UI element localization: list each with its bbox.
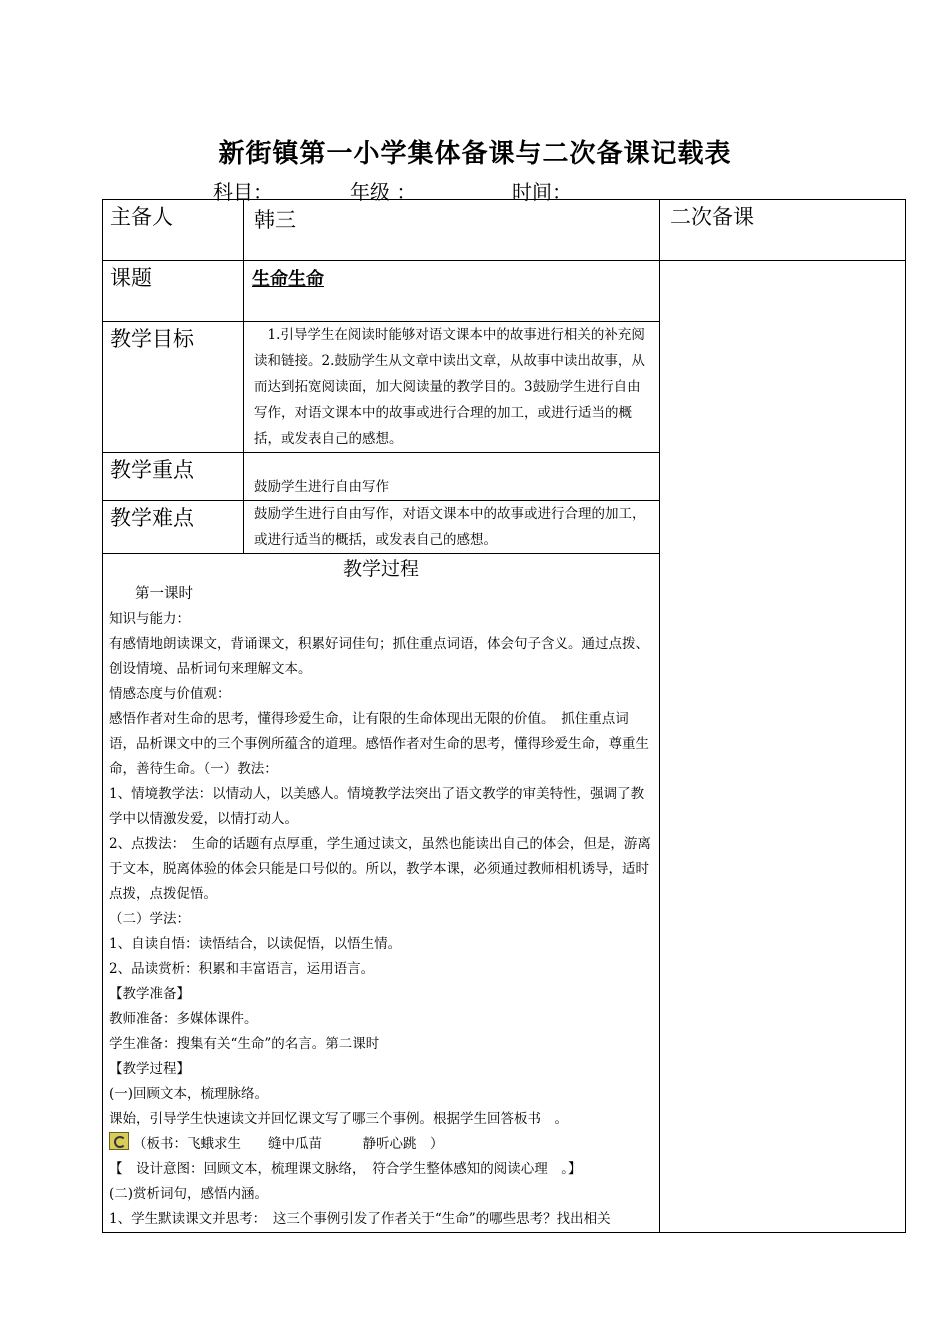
process-line: 1、情境教学法：以情动人，以美感人。情境教学法突出了语文教学的审美特性，强调了教学中以情激发爱，以情打动人。 bbox=[109, 786, 645, 827]
process-line: 1、自读自悟：读悟结合，以读促悟，以悟生情。 bbox=[109, 936, 402, 952]
process-line: 1、学生默读课文并思考： 这三个事例引发了作者关于“生命”的哪些思考？找出相关 bbox=[109, 1211, 611, 1227]
process-line: 课始，引导学生快速读文并回忆课文写了哪三个事例。根据学生回答板书 。 bbox=[109, 1111, 568, 1127]
process-line: （二）学法： bbox=[109, 911, 190, 927]
process-line: 【 设计意图：回顾文本，梳理课文脉络， 符合学生整体感知的阅读心理 。】 bbox=[109, 1161, 582, 1177]
process-line: 情感态度与价值观： bbox=[109, 686, 231, 702]
second-prep-area bbox=[660, 261, 906, 1233]
goals-label: 教学目标 bbox=[103, 322, 244, 453]
topic-label: 课题 bbox=[103, 261, 244, 322]
subject-label: 科目： bbox=[213, 180, 273, 204]
lesson-plan-table bbox=[102, 199, 906, 1233]
board-line bbox=[109, 1132, 653, 1157]
board-text: （板书：飞蛾求生 缝中瓜苗 静听心跳 ） bbox=[133, 1136, 444, 1152]
image-icon bbox=[109, 1132, 129, 1150]
process-line: (二)赏析词句，感悟内涵。 bbox=[109, 1186, 269, 1202]
page-title: 新街镇第一小学集体备课与二次备课记载表 bbox=[218, 139, 732, 169]
time-label: 时间： bbox=[512, 180, 572, 204]
process-line: 【教学过程】 bbox=[109, 1061, 190, 1077]
process-line: 2、点拨法： 生命的话题有点厚重，学生通过读文，虽然也能读出自己的体会，但是，游离于文本，脱离体验的体会只能是口号似的。所以，教学本课，必须通过教师相机诱导，适时点拨，点拨促悟。 bbox=[109, 836, 651, 902]
topic-value: 生命生命 bbox=[244, 261, 660, 322]
process-line: 【教学准备】 bbox=[109, 986, 190, 1002]
process-line: 知识与能力： bbox=[109, 611, 190, 627]
preparer-label: 主备人 bbox=[103, 200, 244, 261]
lesson-label: 第一课时 bbox=[135, 586, 193, 602]
teaching-process bbox=[103, 554, 660, 1233]
difficulty-text: 鼓励学生进行自由写作，对语文课本中的故事或进行合理的加工，或进行适当的概括，或发表自己的感想。 bbox=[244, 501, 660, 554]
goals-text: 1.引导学生在阅读时能够对语文课本中的故事进行相关的补充阅读和链接。2.鼓励学生从文章中读出文章，从故事中读出故事，从而达到拓宽阅读面，加大阅读量的教学目的。3鼓励学生进行自由写作，对语文课本中的故事或进行合理的加工，或进行适当的概括，或发表自己的感想。 bbox=[244, 322, 660, 453]
process-line: 2、品读赏析：积累和丰富语言，运用语言。 bbox=[109, 961, 375, 977]
difficulty-label: 教学难点 bbox=[103, 501, 244, 554]
preparer-value: 韩三 bbox=[244, 200, 660, 261]
process-line: 学生准备：搜集有关“生命”的名言。第二课时 bbox=[109, 1036, 380, 1052]
grade-label: 年级 ： bbox=[350, 180, 417, 204]
key-label: 教学重点 bbox=[103, 453, 244, 501]
process-line: 感悟作者对生命的思考，懂得珍爱生命，让有限的生命体现出无限的价值。 抓住重点词语，品析课文中的三个事例所蕴含的道理。感悟作者对生命的思考，懂得珍爱生命，尊重生命，善待生命。（一）教法： bbox=[109, 711, 649, 777]
process-line: (一)回顾文本，梳理脉络。 bbox=[109, 1086, 269, 1102]
process-heading: 教学过程 bbox=[342, 558, 419, 580]
key-text: 鼓励学生进行自由写作 bbox=[244, 453, 660, 501]
process-line: 有感情地朗读课文，背诵课文，积累好词佳句；抓住重点词语，体会句子含义。通过点拨、创设情境、品析词句来理解文本。 bbox=[109, 636, 649, 677]
process-line: 教师准备：多媒体课件。 bbox=[109, 1011, 258, 1027]
second-prep-label: 二次备课 bbox=[660, 200, 906, 261]
